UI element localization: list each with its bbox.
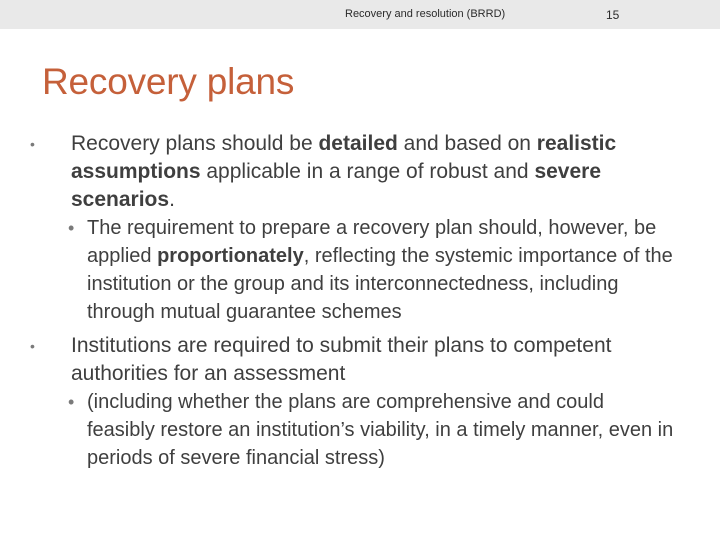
bullet-recovery-plans: • Recovery plans should be detailed and based on realistic assumptions applicable in a range of robust and severe scenarios. (30, 132, 617, 211)
bullet-marker: • (30, 338, 35, 354)
emphasis-proportionately: proportionately (157, 245, 304, 267)
emphasis-severe-scenarios: severe scenarios (71, 160, 602, 211)
header-bar (0, 0, 720, 29)
sub-bullet-assessment-criteria: • (including whether the plans are comprehensive and could feasibly restore an institution’s viability, in a timely manner, even in periods of severe financial stress) (87, 388, 677, 472)
slide-body (0, 130, 720, 472)
bullet-marker: • (68, 218, 75, 238)
bullet-marker: • (68, 392, 75, 412)
slide-title: Recovery plans (42, 61, 295, 102)
sub-bullet-proportionality: • The requirement to prepare a recovery plan should, however, be applied proportionately, reflecting the systemic importance of the institution or the group and its interconnectedness, including through mutual guarantee schemes (87, 214, 677, 326)
header-title: Recovery and resolution (BRRD) (345, 8, 506, 20)
bullet-marker: • (30, 136, 35, 152)
emphasis-detailed: detailed (318, 132, 398, 155)
emphasis-realistic-assumptions: realistic assumptions (71, 132, 617, 183)
bullet-submit-plans: • Institutions are required to submit their plans to competent authorities for an assessment (30, 334, 612, 385)
page-number: 15 (606, 8, 620, 22)
